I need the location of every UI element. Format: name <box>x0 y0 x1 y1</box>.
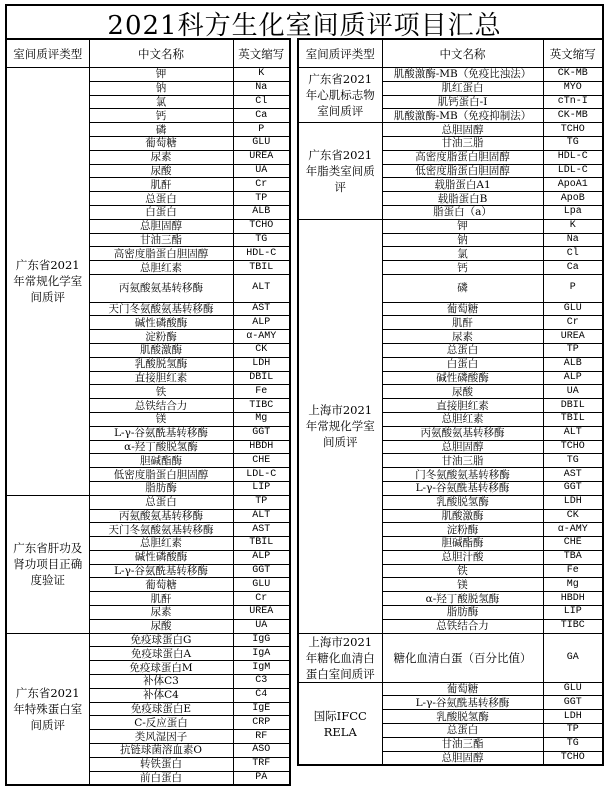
item-chinese-name: 总胆固醇 <box>382 123 543 137</box>
item-chinese-name: 高密度脂蛋白胆固醇 <box>382 150 543 164</box>
item-abbreviation: cTn-I <box>543 95 603 109</box>
item-abbreviation: GA <box>543 633 603 682</box>
right-body <box>298 68 603 766</box>
item-chinese-name: 肌酐 <box>382 316 543 330</box>
item-abbreviation: TBIL <box>543 412 603 426</box>
item-chinese-name: 类风湿因子 <box>89 730 233 744</box>
item-abbreviation: UA <box>233 619 290 633</box>
item-abbreviation: TG <box>543 454 603 468</box>
qc-program-type: 上海市2021年糖化血清白蛋白室间质评 <box>298 633 382 682</box>
item-chinese-name: 甘油三酯 <box>89 233 233 247</box>
item-abbreviation: C4 <box>233 688 290 702</box>
item-abbreviation: AST <box>543 468 603 482</box>
item-abbreviation: UREA <box>233 606 290 620</box>
item-abbreviation: TP <box>543 724 603 738</box>
table-row <box>6 495 290 509</box>
item-abbreviation: Cr <box>233 592 290 606</box>
item-abbreviation: UREA <box>233 150 290 164</box>
item-abbreviation: ApoA1 <box>543 178 603 192</box>
item-chinese-name: 肌酸激酶 <box>89 343 233 357</box>
item-abbreviation: TBA <box>543 550 603 564</box>
page-title: 2021科方生化室间质评项目汇总 <box>5 4 604 40</box>
item-abbreviation: CHE <box>543 537 603 551</box>
item-chinese-name: 乳酸脱氢酶 <box>382 495 543 509</box>
item-chinese-name: α-羟丁酸脱氢酶 <box>382 592 543 606</box>
item-abbreviation: GGT <box>233 426 290 440</box>
header-abbr: 英文缩写 <box>543 39 603 68</box>
item-chinese-name: 碱性磷酸酶 <box>382 371 543 385</box>
item-chinese-name: 葡萄糖 <box>382 302 543 316</box>
item-chinese-name: 脂肪酶 <box>382 606 543 620</box>
item-chinese-name: 低密度脂蛋白胆固醇 <box>382 164 543 178</box>
item-chinese-name: 肌酸激酶-MB（免疫比浊法） <box>382 68 543 82</box>
item-abbreviation: TCHO <box>543 123 603 137</box>
item-chinese-name: 肌红蛋白 <box>382 81 543 95</box>
item-chinese-name: 尿酸 <box>89 619 233 633</box>
item-abbreviation: α-AMY <box>233 330 290 344</box>
item-chinese-name: 淀粉酶 <box>382 523 543 537</box>
item-chinese-name: 白蛋白 <box>382 357 543 371</box>
item-chinese-name: 铁 <box>382 564 543 578</box>
item-chinese-name: α-羟丁酸脱氢酶 <box>89 440 233 454</box>
item-chinese-name: 碱性磷酸酶 <box>89 550 233 564</box>
item-chinese-name: 天门冬氨酸氨基转移酶 <box>89 523 233 537</box>
header-type: 室间质评类型 <box>298 39 382 68</box>
item-chinese-name: L-γ-谷氨酰基转移酶 <box>89 564 233 578</box>
item-abbreviation: CK <box>233 343 290 357</box>
item-chinese-name: 总胆固醇 <box>382 440 543 454</box>
item-abbreviation: GGT <box>543 481 603 495</box>
item-chinese-name: 磷 <box>382 274 543 302</box>
item-abbreviation: Cr <box>233 178 290 192</box>
item-chinese-name: 碱性磷酸酶 <box>89 316 233 330</box>
table-row <box>298 219 603 233</box>
item-chinese-name: 肌钙蛋白-I <box>382 95 543 109</box>
item-abbreviation: ALT <box>543 426 603 440</box>
item-abbreviation: TBIL <box>233 261 290 275</box>
item-abbreviation: Cl <box>233 95 290 109</box>
item-chinese-name: 钙 <box>382 261 543 275</box>
item-abbreviation: K <box>543 219 603 233</box>
item-abbreviation: GLU <box>233 136 290 150</box>
item-abbreviation: LDH <box>233 357 290 371</box>
item-chinese-name: 尿酸 <box>382 385 543 399</box>
header-abbr: 英文缩写 <box>233 39 290 68</box>
item-chinese-name: 钾 <box>89 68 233 82</box>
item-abbreviation: AST <box>233 302 290 316</box>
item-chinese-name: 钾 <box>382 219 543 233</box>
item-chinese-name: 氯 <box>89 95 233 109</box>
item-chinese-name: 脂肪酶 <box>89 481 233 495</box>
qc-program-type: 广东省2021年心肌标志物室间质评 <box>298 68 382 123</box>
item-abbreviation: Ca <box>543 261 603 275</box>
item-chinese-name: 门冬氨酸氨基转移酶 <box>382 468 543 482</box>
item-chinese-name: 免疫球蛋白E <box>89 702 233 716</box>
item-abbreviation: CRP <box>233 716 290 730</box>
item-chinese-name: 载脂蛋白B <box>382 192 543 206</box>
item-chinese-name: 胆碱酯酶 <box>89 454 233 468</box>
item-chinese-name: 胆碱酯酶 <box>382 537 543 551</box>
item-abbreviation: IgA <box>233 647 290 661</box>
item-abbreviation: Mg <box>543 578 603 592</box>
item-chinese-name: 镁 <box>382 578 543 592</box>
item-abbreviation: HBDH <box>543 592 603 606</box>
item-abbreviation: GGT <box>233 564 290 578</box>
item-abbreviation: TP <box>233 192 290 206</box>
item-chinese-name: 乳酸脱氢酶 <box>382 710 543 724</box>
left-body <box>6 68 290 786</box>
left-summary-table <box>5 38 291 786</box>
item-abbreviation: Lpa <box>543 205 603 219</box>
item-abbreviation: ALB <box>233 205 290 219</box>
item-chinese-name: 丙氨酸氨基转移酶 <box>89 274 233 302</box>
item-chinese-name: 钠 <box>89 81 233 95</box>
item-chinese-name: 总蛋白 <box>382 724 543 738</box>
item-chinese-name: 高密度脂蛋白胆固醇 <box>89 247 233 261</box>
item-abbreviation: HDL-C <box>543 150 603 164</box>
item-abbreviation: GLU <box>543 682 603 696</box>
header-name: 中文名称 <box>89 39 233 68</box>
item-chinese-name: 磷 <box>89 123 233 137</box>
item-chinese-name: 补体C3 <box>89 675 233 689</box>
item-abbreviation: ALP <box>543 371 603 385</box>
item-chinese-name: 甘油三脂 <box>382 454 543 468</box>
item-chinese-name: 丙氨酸氨基转移酶 <box>382 426 543 440</box>
right-summary-table <box>297 38 604 766</box>
item-abbreviation: LDH <box>543 710 603 724</box>
item-abbreviation: DBIL <box>233 371 290 385</box>
item-abbreviation: P <box>233 123 290 137</box>
item-abbreviation: Na <box>233 81 290 95</box>
item-chinese-name: 总蛋白 <box>382 343 543 357</box>
item-chinese-name: 总胆红素 <box>89 261 233 275</box>
item-chinese-name: 总胆红素 <box>382 412 543 426</box>
item-chinese-name: 钙 <box>89 109 233 123</box>
item-chinese-name: 葡萄糖 <box>89 578 233 592</box>
item-abbreviation: ALT <box>233 509 290 523</box>
item-abbreviation: CHE <box>233 454 290 468</box>
item-chinese-name: 总胆汁酸 <box>382 550 543 564</box>
qc-program-type: 广东省2021年常规化学室间质评 <box>6 68 89 496</box>
item-chinese-name: 低密度脂蛋白胆固醇 <box>89 468 233 482</box>
item-abbreviation: ALP <box>233 316 290 330</box>
item-abbreviation: CK-MB <box>543 68 603 82</box>
item-abbreviation: TIBC <box>543 619 603 633</box>
item-abbreviation: TP <box>543 343 603 357</box>
item-abbreviation: TCHO <box>543 751 603 765</box>
item-abbreviation: UREA <box>543 330 603 344</box>
header-type: 室间质评类型 <box>6 39 89 68</box>
item-chinese-name: 糖化血清白蛋（百分比值） <box>382 633 543 682</box>
item-abbreviation: IgG <box>233 633 290 647</box>
qc-program-type: 国际IFCC RELA <box>298 682 382 765</box>
item-abbreviation: LIP <box>543 606 603 620</box>
item-chinese-name: L-γ-谷氨酰基转移酶 <box>89 426 233 440</box>
item-abbreviation: HDL-C <box>233 247 290 261</box>
table-row <box>298 68 603 82</box>
item-abbreviation: UA <box>233 164 290 178</box>
item-chinese-name: 葡萄糖 <box>89 136 233 150</box>
item-abbreviation: GLU <box>543 302 603 316</box>
item-chinese-name: 葡萄糖 <box>382 682 543 696</box>
item-chinese-name: 总蛋白 <box>89 495 233 509</box>
item-abbreviation: PA <box>233 771 290 785</box>
item-chinese-name: 天门冬氨酸氨基转移酶 <box>89 302 233 316</box>
item-abbreviation: TG <box>543 737 603 751</box>
qc-program-type: 广东省2021年特殊蛋白室间质评 <box>6 633 89 785</box>
item-chinese-name: L-γ-谷氨酰基转移酶 <box>382 696 543 710</box>
item-abbreviation: LIP <box>233 481 290 495</box>
item-abbreviation: P <box>543 274 603 302</box>
item-abbreviation: HBDH <box>233 440 290 454</box>
item-abbreviation: TCHO <box>233 219 290 233</box>
item-chinese-name: 钠 <box>382 233 543 247</box>
item-chinese-name: 尿素 <box>89 150 233 164</box>
item-chinese-name: 脂蛋白（a） <box>382 205 543 219</box>
item-chinese-name: 乳酸脱氢酶 <box>89 357 233 371</box>
item-abbreviation: Ca <box>233 109 290 123</box>
item-abbreviation: IgM <box>233 661 290 675</box>
item-chinese-name: 载脂蛋白A1 <box>382 178 543 192</box>
item-chinese-name: 甘油三脂 <box>382 136 543 150</box>
item-abbreviation: TG <box>543 136 603 150</box>
item-chinese-name: 总胆固醇 <box>382 751 543 765</box>
item-abbreviation: Mg <box>233 412 290 426</box>
item-chinese-name: 肌酐 <box>89 592 233 606</box>
item-chinese-name: 免疫球蛋白M <box>89 661 233 675</box>
item-abbreviation: LDL-C <box>233 468 290 482</box>
table-row <box>6 633 290 647</box>
item-abbreviation: Cr <box>543 316 603 330</box>
item-chinese-name: 白蛋白 <box>89 205 233 219</box>
item-abbreviation: GGT <box>543 696 603 710</box>
item-abbreviation: C3 <box>233 675 290 689</box>
item-chinese-name: 总铁结合力 <box>382 619 543 633</box>
item-chinese-name: 直接胆红素 <box>382 399 543 413</box>
item-abbreviation: Cl <box>543 247 603 261</box>
item-abbreviation: MYO <box>543 81 603 95</box>
item-abbreviation: TP <box>233 495 290 509</box>
item-abbreviation: CK-MB <box>543 109 603 123</box>
table-row <box>298 682 603 696</box>
item-abbreviation: LDL-C <box>543 164 603 178</box>
item-chinese-name: 铁 <box>89 385 233 399</box>
item-chinese-name: 直接胆红素 <box>89 371 233 385</box>
table-row <box>298 633 603 682</box>
item-chinese-name: 氯 <box>382 247 543 261</box>
item-abbreviation: ASO <box>233 744 290 758</box>
item-chinese-name: 总胆红素 <box>89 537 233 551</box>
item-abbreviation: LDH <box>543 495 603 509</box>
item-chinese-name: 肌酸激酶 <box>382 509 543 523</box>
item-abbreviation: TBIL <box>233 537 290 551</box>
item-abbreviation: TIBC <box>233 399 290 413</box>
item-chinese-name: 抗链球菌溶血素O <box>89 744 233 758</box>
item-abbreviation: UA <box>543 385 603 399</box>
qc-program-type: 上海市2021年常规化学室间质评 <box>298 219 382 633</box>
item-chinese-name: 丙氨酸氨基转移酶 <box>89 509 233 523</box>
item-abbreviation: TG <box>233 233 290 247</box>
item-chinese-name: 补体C4 <box>89 688 233 702</box>
item-abbreviation: ALB <box>543 357 603 371</box>
item-abbreviation: ALT <box>233 274 290 302</box>
item-abbreviation: ALP <box>233 550 290 564</box>
item-abbreviation: Fe <box>233 385 290 399</box>
item-abbreviation: Na <box>543 233 603 247</box>
item-abbreviation: GLU <box>233 578 290 592</box>
item-abbreviation: DBIL <box>543 399 603 413</box>
item-abbreviation: CK <box>543 509 603 523</box>
item-chinese-name: 甘油三酯 <box>382 737 543 751</box>
item-abbreviation: TCHO <box>543 440 603 454</box>
item-chinese-name: 肌酸激酶-MB（免疫抑制法） <box>382 109 543 123</box>
item-abbreviation: RF <box>233 730 290 744</box>
item-chinese-name: 转铁蛋白 <box>89 757 233 771</box>
table-row <box>298 123 603 137</box>
item-chinese-name: 肌酐 <box>89 178 233 192</box>
table-row <box>6 68 290 82</box>
item-abbreviation: α-AMY <box>543 523 603 537</box>
qc-program-type: 广东省2021年脂类室间质评 <box>298 123 382 220</box>
item-chinese-name: 尿素 <box>89 606 233 620</box>
item-chinese-name: 尿素 <box>382 330 543 344</box>
item-chinese-name: 免疫球蛋白A <box>89 647 233 661</box>
item-abbreviation: ApoB <box>543 192 603 206</box>
item-chinese-name: 淀粉酶 <box>89 330 233 344</box>
item-chinese-name: L-γ-谷氨酰基转移酶 <box>382 481 543 495</box>
item-chinese-name: 前白蛋白 <box>89 771 233 785</box>
item-abbreviation: AST <box>233 523 290 537</box>
header-name: 中文名称 <box>382 39 543 68</box>
item-chinese-name: 镁 <box>89 412 233 426</box>
item-abbreviation: IgE <box>233 702 290 716</box>
item-chinese-name: 总铁结合力 <box>89 399 233 413</box>
item-chinese-name: 免疫球蛋白G <box>89 633 233 647</box>
item-abbreviation: Fe <box>543 564 603 578</box>
item-chinese-name: C-反应蛋白 <box>89 716 233 730</box>
item-chinese-name: 尿酸 <box>89 164 233 178</box>
item-abbreviation: TRF <box>233 757 290 771</box>
item-chinese-name: 总胆固醇 <box>89 219 233 233</box>
item-abbreviation: K <box>233 68 290 82</box>
qc-program-type: 广东省肝功及肾功项目正确度验证 <box>6 495 89 633</box>
item-chinese-name: 总蛋白 <box>89 192 233 206</box>
